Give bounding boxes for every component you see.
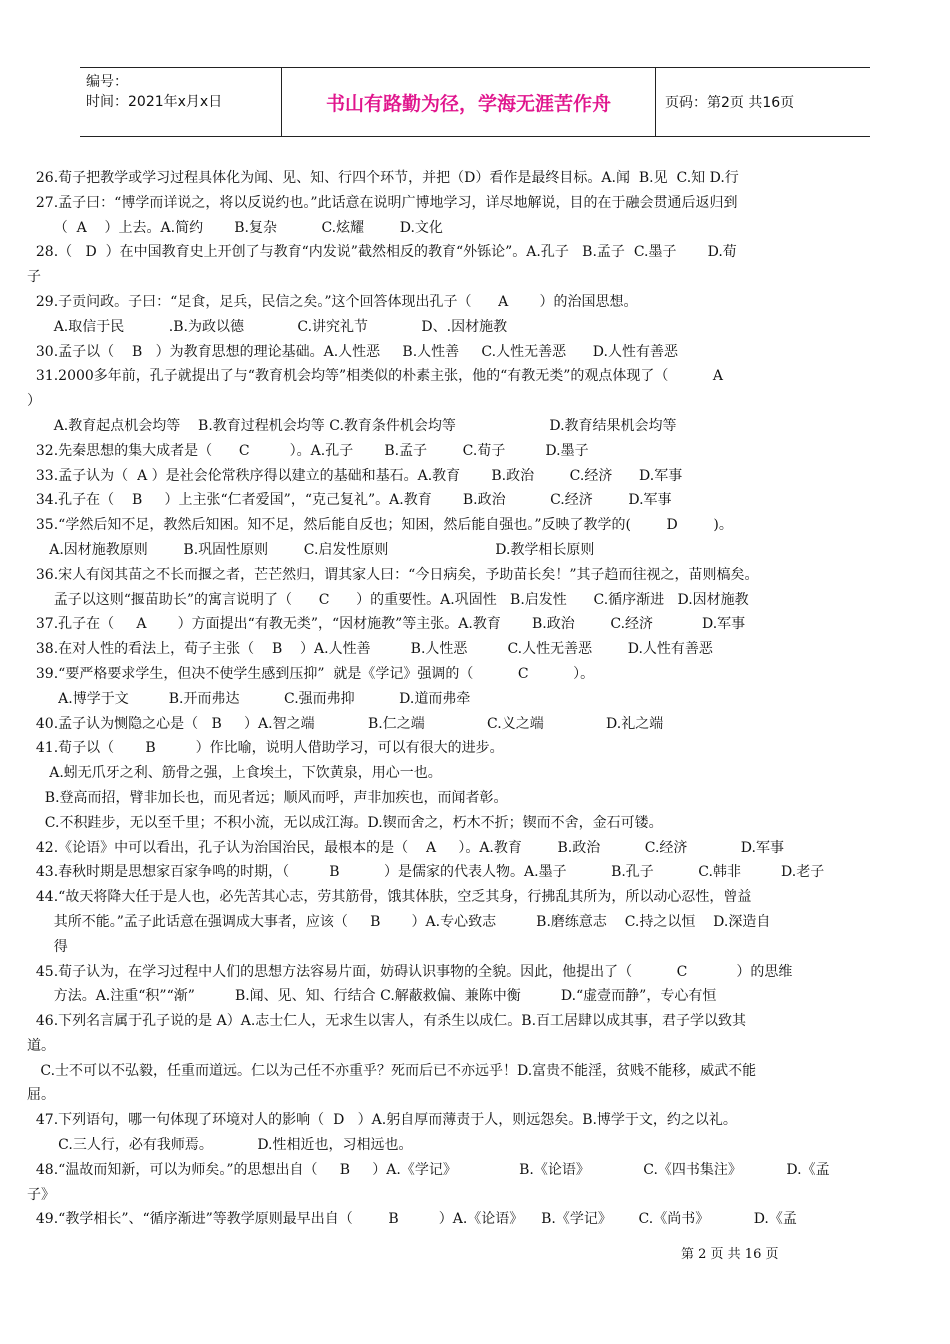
text-line: A.因材施教原则 B.巩固性原则 C.启发性原则 D.教学相长原则 [27, 541, 595, 558]
text-line: ） [27, 393, 41, 410]
question-list [27, 166, 942, 1232]
text-line: 39.“要严格要求学生，但决不使学生感到压抑” 就是《学记》强调的（ C ）。 [27, 665, 595, 682]
text-line: 46.下列名言属于孔子说的是 A）A.志士仁人，无求生以害人，有杀生以成仁。B.百工居肆以成其事，君子学以致其 [27, 1013, 747, 1030]
text-line: A.博学于文 B.开而弗达 C.强而弗抑 D.道而弗牵 [27, 690, 471, 707]
text-line: 得 [27, 938, 68, 955]
text-line: 33.孟子认为（ A ）是社会伦常秩序得以建立的基础和基石。A.教育 B.政治 C.经济 D.军事 [27, 467, 683, 484]
text-line: 屈。 [27, 1087, 55, 1104]
header-page-number: 页码：第2页 共16页 [665, 95, 795, 111]
text-line: C.三人行，必有我师焉。 D.性相近也，习相远也。 [27, 1137, 413, 1154]
text-line: 29.子贡问政。子曰：“足食，足兵，民信之矣。”这个回答体现出孔子（ A ）的治国思想。 [27, 293, 638, 310]
text-line: 37.孔子在（ A ）方面提出“有教无类”，“因材施教”等主张。A.教育 B.政治 C.经济 D.军事 [27, 616, 746, 633]
text-line: C.士不可以不弘毅，任重而道远。仁以为己任不亦重乎？死而后已不亦远乎！D.富贵不能淫，贫贱不能移，威武不能 [27, 1062, 757, 1079]
text-line: （ A ）上去。A.简约 B.复杂 C.炫耀 D.文化 [27, 219, 443, 236]
text-line: 49.“教学相长”、“循序渐进”等教学原则最早出自（ B ）A.《论语》 B.《学记》 C.《尚书》 D.《孟 [27, 1211, 797, 1228]
text-line: 32.先秦思想的集大成者是（ C ）。A.孔子 B.孟子 C.荀子 D.墨子 [27, 442, 589, 459]
document-number-label: 编号： [86, 74, 128, 90]
text-line: B.登高而招，臂非加长也，而见者远；顺风而呼，声非加疾也，而闻者彰。 [27, 789, 508, 806]
text-line: 34.孔子在（ B ）上主张“仁者爱国”，“克己复礼”。A.教育 B.政治 C.经济 D.军事 [27, 492, 672, 509]
header-motto: 书山有路勤为径，学海无涯苦作舟 [282, 68, 656, 136]
text-line: 47.下列语句，哪一句体现了环境对人的影响（ D ）A.躬自厚而薄责于人，则远怨矣。B.博学于文，约之以礼。 [27, 1112, 737, 1129]
page-footer: 第 2 页 共 16 页 [681, 1247, 779, 1262]
text-line: A.教育起点机会均等 B.教育过程机会均等 C.教育条件机会均等 D.教育结果机会均等 [27, 417, 677, 434]
text-line: 方法。A.注重“积”“渐” B.闻、见、知、行结合 C.解蔽救偏、兼陈中衡 D.“虚壹而静”，专心有恒 [27, 988, 717, 1005]
header-meta [80, 68, 282, 136]
text-line: 40.孟子认为恻隐之心是（ B ）A.智之端 B.仁之端 C.义之端 D.礼之端 [27, 715, 664, 732]
text-line: C.不积跬步，无以至千里；不积小流，无以成江海。D.锲而舍之，朽木不折；锲而不舍，金石可镂。 [27, 814, 663, 831]
text-line: 43.春秋时期是思想家百家争鸣的时期，（ B ）是儒家的代表人物。A.墨子 B.孔子 C.韩非 D.老子 [27, 864, 825, 881]
text-line: 子》 [27, 1186, 55, 1203]
text-line: 31.2000多年前，孔子就提出了与“教育机会均等”相类似的朴素主张，他的“有教无类”的观点体现了（ A [27, 368, 724, 385]
text-line: 38.在对人性的看法上，荀子主张（ B ）A.人性善 B.人性恶 C.人性无善恶 D.人性有善恶 [27, 641, 713, 658]
text-line: 30.孟子以（ B ）为教育思想的理论基础。A.人性恶 B.人性善 C.人性无善恶 D.人性有善恶 [27, 343, 678, 360]
document-time-label: 时间：2021年x月x日 [86, 94, 223, 110]
text-line: A.蚓无爪牙之利、筋骨之强，上食埃土，下饮黄泉，用心一也。 [27, 765, 442, 782]
text-line: 36.宋人有闵其苗之不长而揠之者，芒芒然归，谓其家人曰：“今日病矣，予助苗长矣！”其子趋而往视之，苗则槁矣。 [27, 566, 759, 583]
text-line: 子 [27, 269, 41, 286]
text-line: 48.“温故而知新，可以为师矣。”的思想出自（ B ）A.《学记》 B.《论语》 C.《四书集注》 D.《孟 [27, 1161, 830, 1178]
text-line: 44.“故天将降大任于是人也，必先苦其心志，劳其筋骨，饿其体肤，空乏其身，行拂乱其所为，所以动心忍性，曾益 [27, 889, 752, 906]
text-line: 26.荀子把教学或学习过程具体化为闻、见、知、行四个环节，并把（D）看作是最终目标。A.闻 B.见 C.知 D.行 [27, 170, 739, 186]
text-line: 其所不能。”孟子此话意在强调成大事者，应该（ B ）A.专心致志 B.磨练意志 C.持之以恒 D.深造自 [27, 913, 771, 930]
text-line: 35.“学然后知不足，教然后知困。知不足，然后能自反也；知困，然后能自强也。”反映了教学的( D )。 [27, 517, 733, 534]
text-line: A.取信于民 .B.为政以德 C.讲究礼节 D、.因材施教 [27, 318, 508, 335]
text-line: 27.孟子曰：“博学而详说之，将以反说约也。”此话意在说明广博地学习，详尽地解说，目的在于融会贯通后返归到 [27, 194, 738, 211]
page-header [80, 67, 870, 137]
text-line: 28.（ D ）在中国教育史上开创了与教育“内发说”截然相反的教育“外铄论”。A.孔子 B.孟子 C.墨子 D.荀 [27, 244, 737, 261]
text-line: 道。 [27, 1037, 55, 1054]
text-line: 孟子以这则“揠苗助长”的寓言说明了（ C ）的重要性。A.巩固性 B.启发性 C.循序渐进 D.因材施教 [27, 591, 749, 608]
text-line: 45.荀子认为，在学习过程中人们的思想方法容易片面，妨碍认识事物的全貌。因此，他提出了（ C ）的思维 [27, 963, 793, 980]
text-line: 42.《论语》中可以看出，孔子认为治国治民，最根本的是（ A ）。A.教育 B.政治 C.经济 D.军事 [27, 839, 784, 856]
text-line: 41.荀子以（ B ）作比喻，说明人借助学习，可以有很大的进步。 [27, 740, 504, 757]
